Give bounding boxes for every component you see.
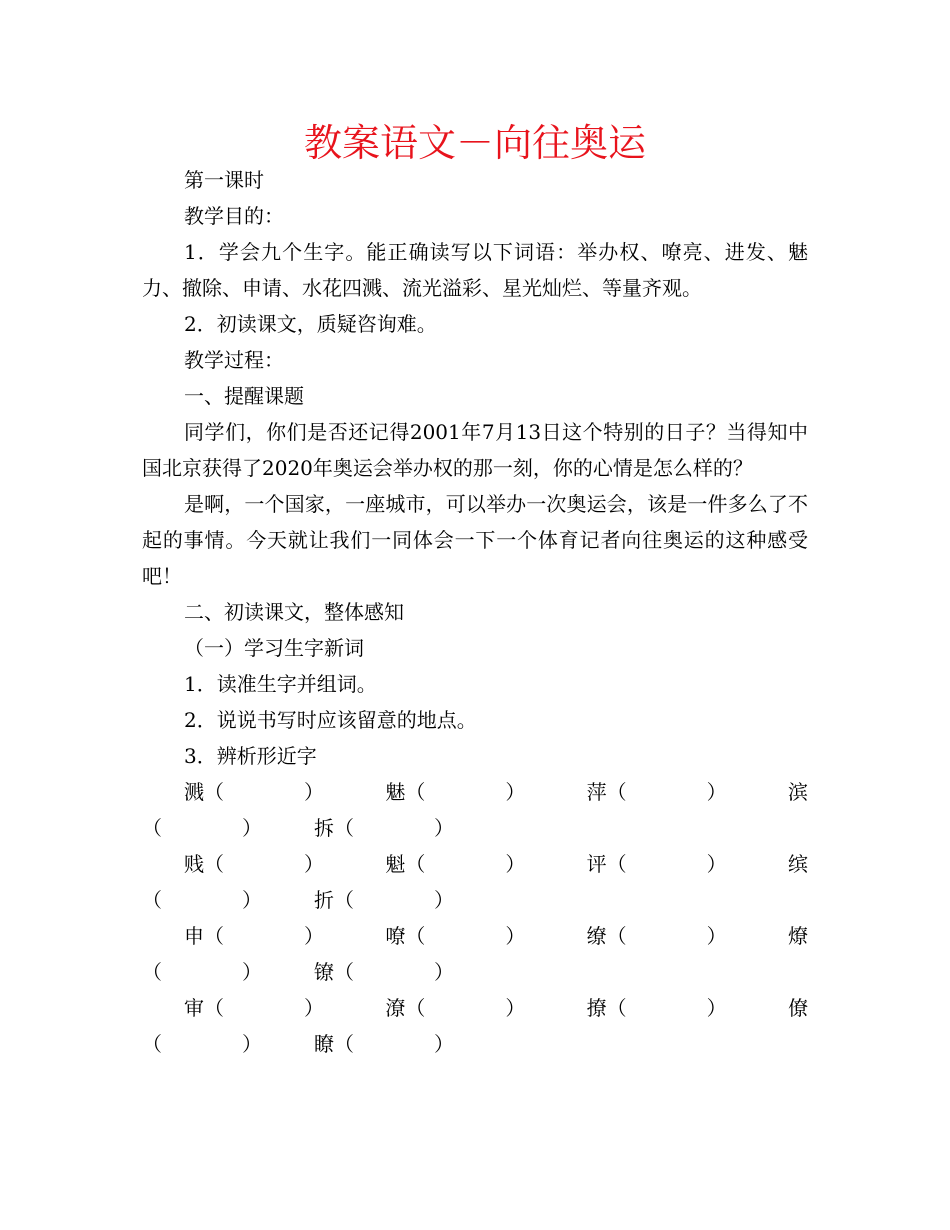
document-body [142, 162, 808, 1062]
char-cell: 镣（ ） [314, 960, 454, 984]
intro-paragraph-2: 是啊，一个国家，一座城市，可以举办一次奥运会，该是一件多么了不起的事情。今天就让我们一同体会一下一个体育记者向往奥运的这种感受吧！ [142, 492, 808, 588]
char-cell: （ ） [142, 960, 262, 984]
objective-2: 2．初读课文，质疑咨询难。 [184, 312, 437, 336]
lesson-period: 第一课时 [184, 168, 264, 192]
char-cell: 瞭（ ） [314, 1032, 454, 1056]
process-heading: 教学过程： [184, 348, 284, 372]
intro-paragraph-1: 同学们，你们是否还记得2001年7月13日这个特别的日子？当得知中国北京获得了2020年奥运会举办权的那一刻，你的心情是怎么样的？ [142, 420, 808, 480]
char-cell: 萍（ ） [586, 780, 727, 804]
char-cell: 缭（ ） [586, 924, 727, 948]
char-cell: 魅（ ） [385, 780, 526, 804]
char-cell: 折（ ） [314, 888, 454, 912]
char-cell: （ ） [142, 816, 262, 840]
char-cell: 审（ ） [184, 996, 324, 1020]
char-cell: 溅（ ） [184, 780, 324, 804]
char-cell: （ ） [142, 888, 262, 912]
char-row [142, 918, 808, 990]
subsection-1-heading: （一）学习生字新词 [184, 636, 364, 660]
char-cell: 拆（ ） [314, 816, 454, 840]
objectives-heading: 教学目的： [184, 204, 284, 228]
char-row [142, 990, 808, 1062]
char-cell: 撩（ ） [586, 996, 727, 1020]
char-cell: （ ） [142, 1032, 262, 1056]
char-cell: 潦（ ） [385, 996, 526, 1020]
char-row [142, 846, 808, 918]
char-cell: 缤 [787, 852, 808, 876]
char-cell: 申（ ） [184, 924, 324, 948]
document-title: 教案语文－向往奥运 [303, 121, 646, 165]
char-cell: 嘹（ ） [385, 924, 526, 948]
char-cell: 燎 [787, 924, 808, 948]
objective-1: 1．学会九个生字。能正确读写以下词语：举办权、嘹亮、进发、魅力、撤除、申请、水花四溅、流光溢彩、星光灿烂、等量齐观。 [142, 240, 808, 300]
section-1-heading: 一、提醒课题 [184, 384, 304, 408]
step-3: 3．辨析形近字 [184, 744, 317, 768]
char-cell: 僚 [787, 996, 808, 1020]
section-2-heading: 二、初读课文，整体感知 [184, 600, 404, 624]
char-cell: 评（ ） [586, 852, 727, 876]
step-2: 2．说说书写时应该留意的地点。 [184, 708, 477, 732]
char-cell: 魁（ ） [385, 852, 526, 876]
char-cell: 贱（ ） [184, 852, 324, 876]
char-cell: 滨 [787, 780, 808, 804]
char-exercise-grid [142, 774, 808, 1062]
step-1: 1．读准生字并组词。 [184, 672, 377, 696]
char-row [142, 774, 808, 846]
